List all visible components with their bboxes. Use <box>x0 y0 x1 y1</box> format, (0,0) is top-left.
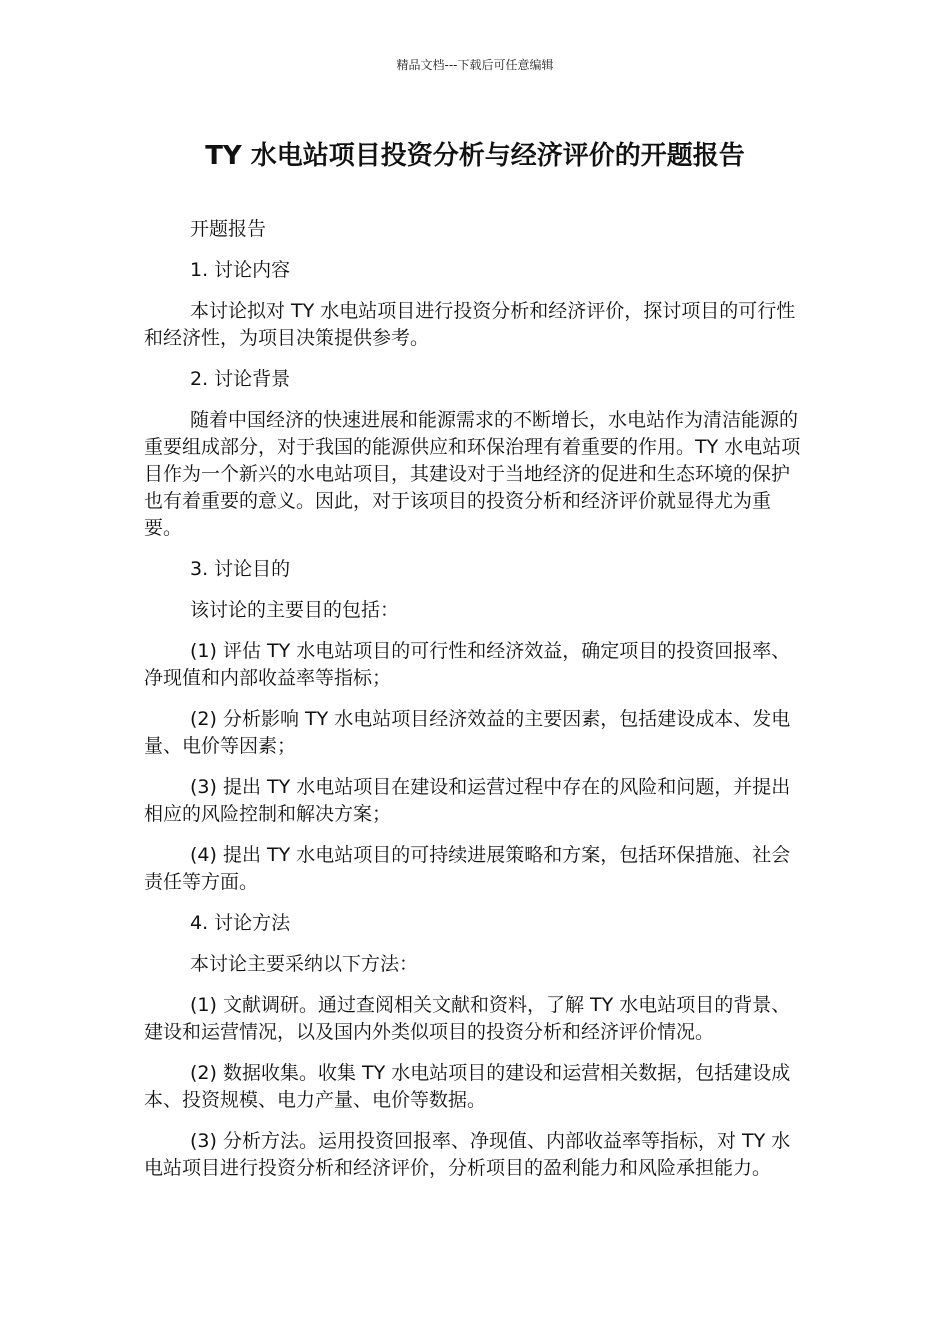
section-heading-method: 4. 讨论方法 <box>190 912 291 934</box>
paragraph-background: 随着中国经济的快速进展和能源需求的不断增长，水电站作为清洁能源的重要组成部分，对于我国的能源供应和环保治理有着重要的作用。TY 水电站项目作为一个新兴的水电站项目，其建设对于当地经济的促进和生态环境的保护也有着重要的意义。因此，对于该项目的投资分析和经济评价就显得尤为重要。 <box>144 409 801 539</box>
purpose-item-3: (3) 提出 TY 水电站项目在建设和运营过程中存在的风险和问题，并提出相应的风险控制和解决方案； <box>144 776 791 825</box>
section-label-report: 开题报告 <box>190 218 267 240</box>
section-heading-purpose: 3. 讨论目的 <box>190 558 291 580</box>
document-title: TY 水电站项目投资分析与经济评价的开题报告 <box>205 141 745 171</box>
header-note: 精品文档---下载后可任意编辑 <box>396 58 554 72</box>
purpose-item-2: (2) 分析影响 TY 水电站项目经济效益的主要因素，包括建设成本、发电量、电价等因素； <box>144 708 791 757</box>
method-item-3: (3) 分析方法。运用投资回报率、净现值、内部收益率等指标，对 TY 水电站项目进行投资分析和经济评价，分析项目的盈利能力和风险承担能力。 <box>144 1130 791 1179</box>
section-heading-content: 1. 讨论内容 <box>190 259 291 281</box>
paragraph-purpose-intro: 该讨论的主要目的包括： <box>190 599 400 621</box>
document-body <box>144 216 808 1196</box>
purpose-item-4: (4) 提出 TY 水电站项目的可持续进展策略和方案，包括环保措施、社会责任等方面。 <box>144 844 791 893</box>
section-heading-background: 2. 讨论背景 <box>190 368 291 390</box>
purpose-item-1: (1) 评估 TY 水电站项目的可行性和经济效益，确定项目的投资回报率、净现值和内部收益率等指标； <box>144 640 791 689</box>
paragraph-method-intro: 本讨论主要采纳以下方法： <box>190 953 419 975</box>
method-item-2: (2) 数据收集。收集 TY 水电站项目的建设和运营相关数据，包括建设成本、投资规模、电力产量、电价等数据。 <box>144 1062 791 1111</box>
method-item-1: (1) 文献调研。通过查阅相关文献和资料，了解 TY 水电站项目的背景、建设和运营情况，以及国内外类似项目的投资分析和经济评价情况。 <box>144 994 791 1043</box>
paragraph-content: 本讨论拟对 TY 水电站项目进行投资分析和经济评价，探讨项目的可行性和经济性，为项目决策提供参考。 <box>144 300 796 349</box>
